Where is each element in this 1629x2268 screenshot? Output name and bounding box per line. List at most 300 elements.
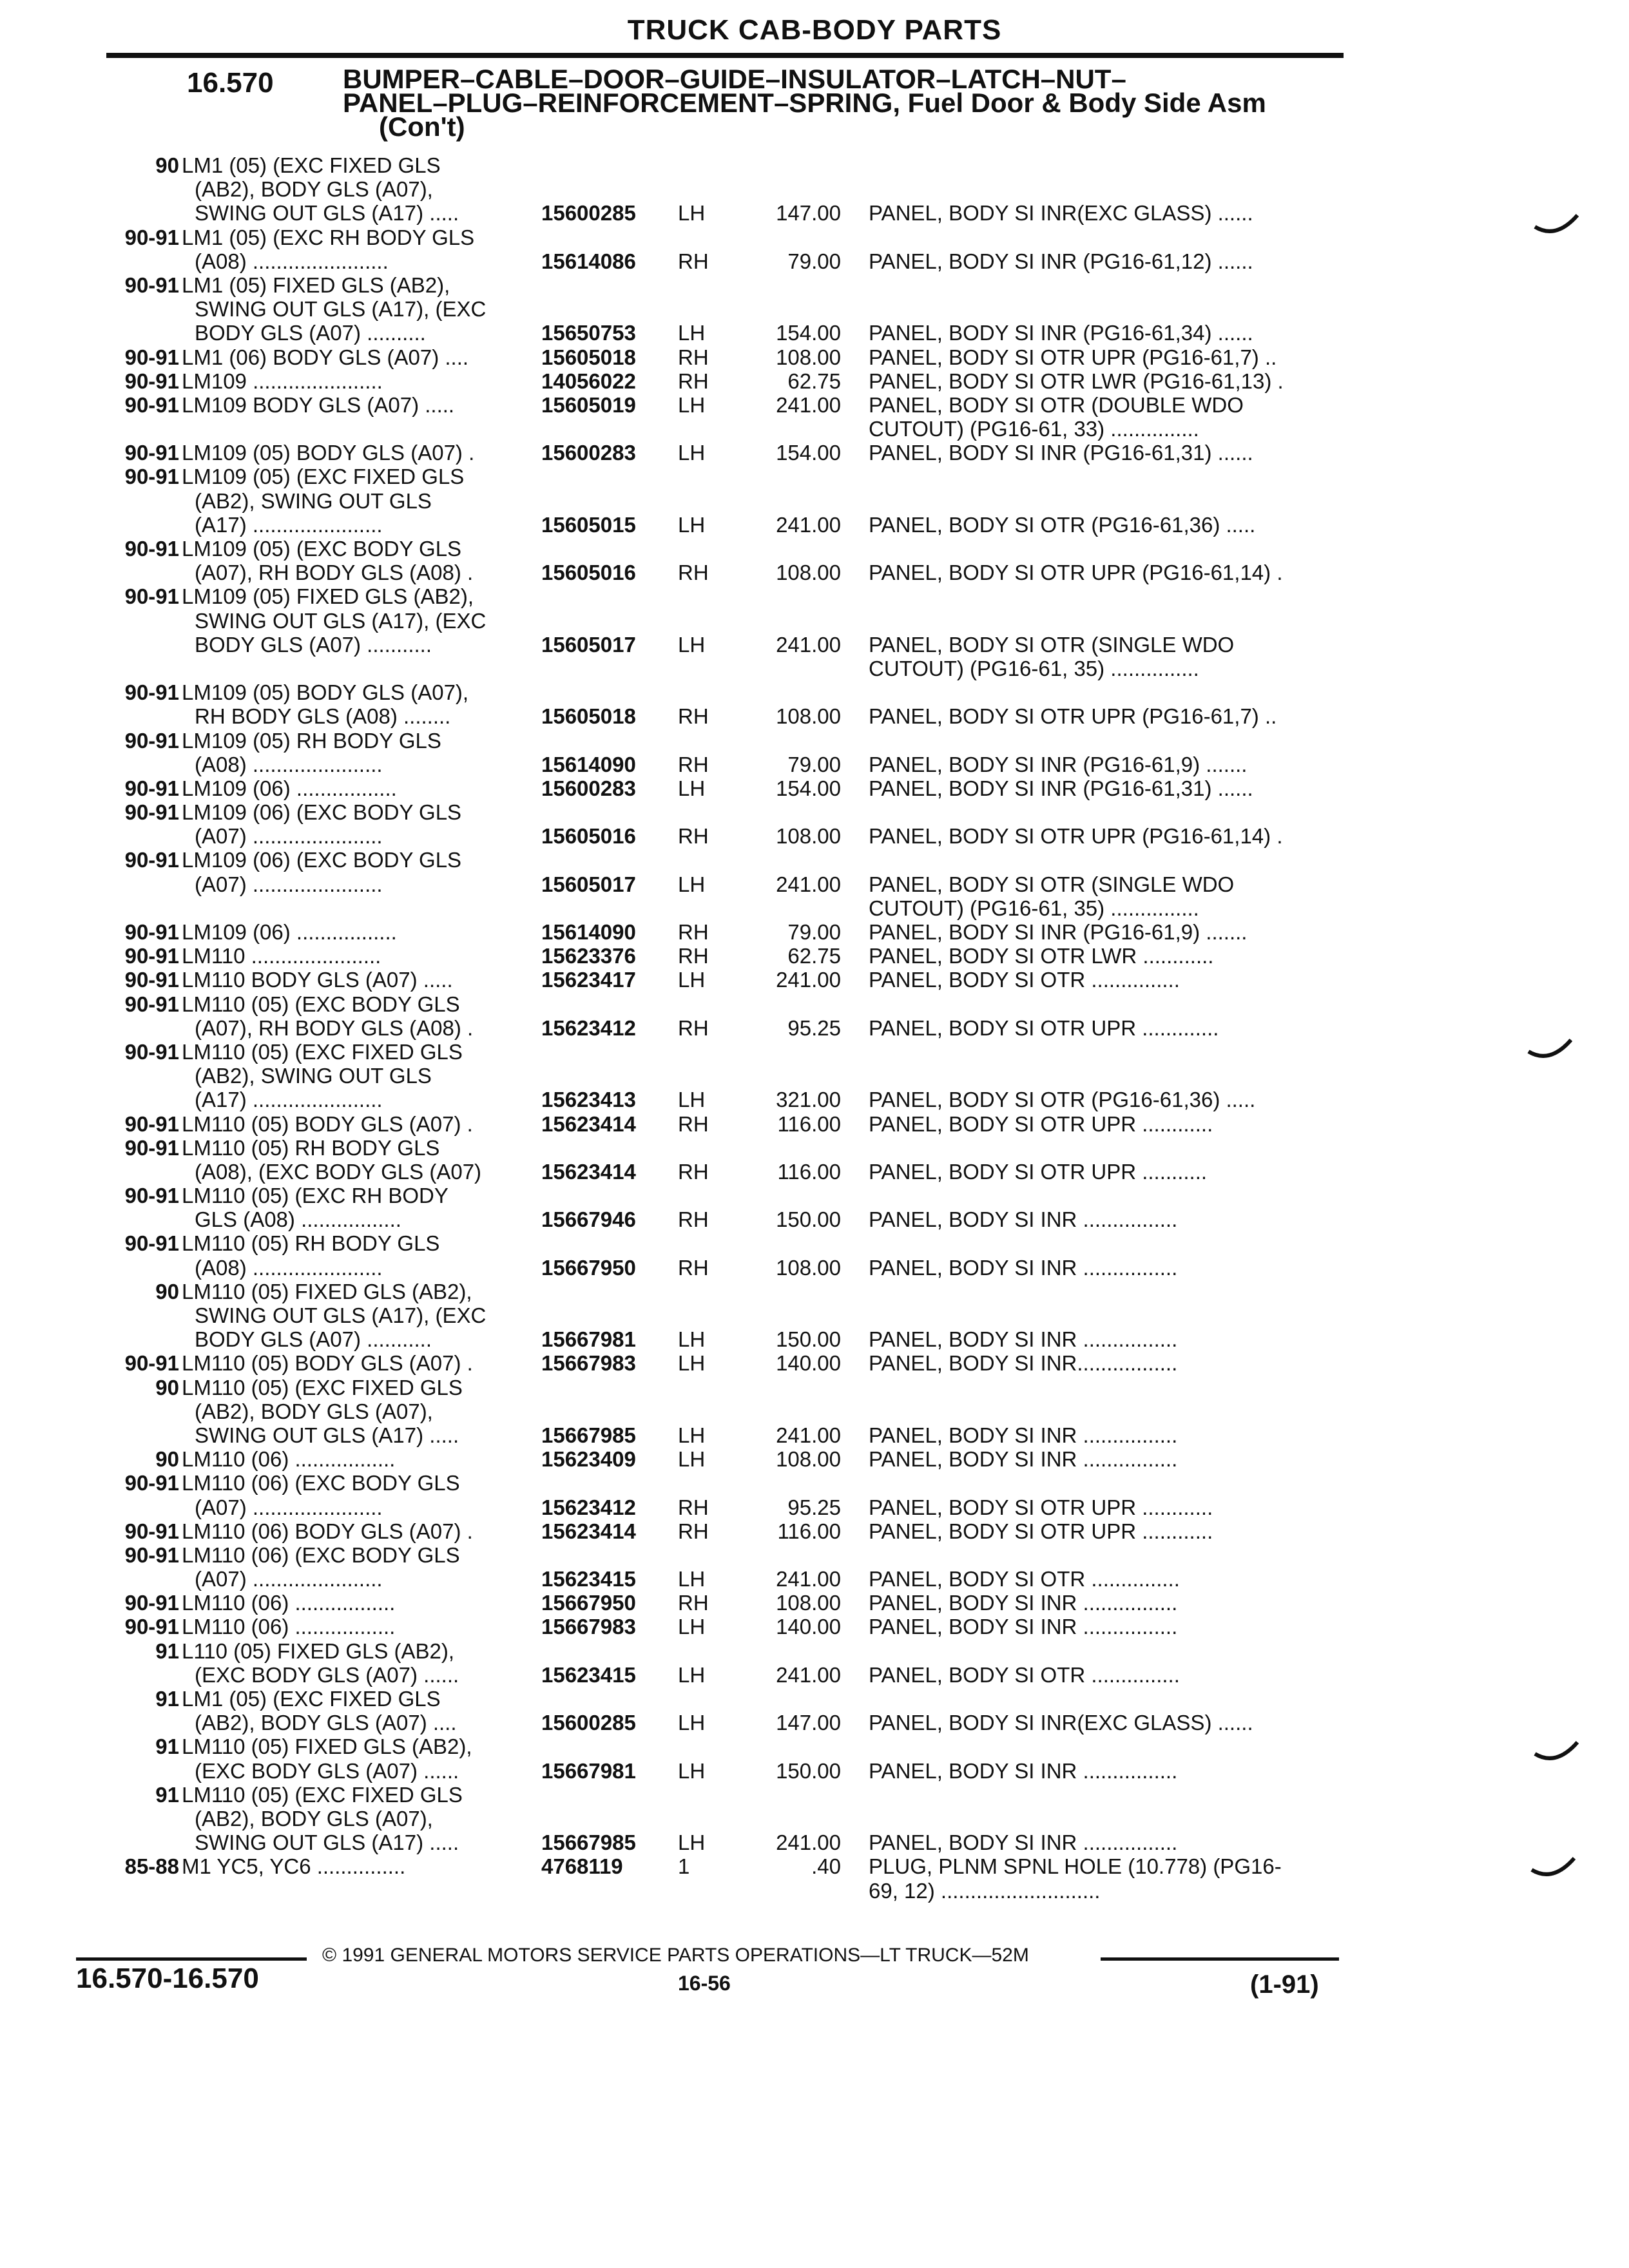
part-number: 15605016 — [541, 561, 636, 585]
parts-row — [0, 1711, 1629, 1735]
quantity-side: RH — [678, 1495, 709, 1519]
model-year: 90-91 — [124, 728, 179, 753]
usage-description: LM109 (05) BODY GLS (A07) . — [182, 441, 475, 465]
usage-description: (AB2), BODY GLS (A07), — [195, 1399, 433, 1423]
footer-revision-date: (1-91) — [1250, 1970, 1319, 1999]
parts-row — [0, 968, 1629, 992]
part-name: PANEL, BODY SI INR ................ — [869, 1758, 1178, 1783]
footer-page-number: 16-56 — [678, 1972, 731, 1995]
list-price: 95.25 — [787, 1015, 841, 1040]
list-price: 154.00 — [776, 321, 841, 345]
usage-description: LM109 (05) (EXC FIXED GLS — [182, 465, 465, 489]
list-price: 321.00 — [776, 1088, 841, 1112]
usage-description: (A17) ...................... — [195, 1088, 383, 1112]
model-year: 90-91 — [124, 1184, 179, 1208]
parts-row — [0, 345, 1629, 369]
model-year: 90-91 — [124, 392, 179, 417]
usage-description: LM109 BODY GLS (A07) ..... — [182, 392, 455, 417]
margin-mark — [1534, 213, 1579, 238]
part-name: PANEL, BODY SI INR ................ — [869, 1255, 1178, 1280]
model-year: 90-91 — [124, 680, 179, 705]
usage-description: (EXC BODY GLS (A07) ...... — [195, 1662, 459, 1687]
quantity-side: RH — [678, 345, 709, 369]
usage-description: LM1 (05) (EXC FIXED GLS — [182, 1687, 441, 1711]
usage-description: (A08) ....................... — [195, 249, 389, 273]
margin-mark — [1527, 1037, 1572, 1063]
part-name: PANEL, BODY SI INR (PG16-61,12) ...... — [869, 249, 1253, 273]
part-number: 15667985 — [541, 1831, 636, 1855]
part-name: PANEL, BODY SI OTR (SINGLE WDO — [869, 872, 1235, 896]
parts-row — [0, 872, 1629, 896]
list-price: 79.00 — [787, 920, 841, 944]
footer-copyright: © 1991 GENERAL MOTORS SERVICE PARTS OPERATIONS—LT TRUCK—52M — [322, 1945, 1029, 1966]
usage-description: (AB2), SWING OUT GLS — [195, 1064, 432, 1088]
parts-row — [0, 1759, 1629, 1783]
quantity-side: LH — [678, 776, 706, 800]
usage-description: LM1 (05) (EXC RH BODY GLS — [182, 225, 475, 249]
part-number: 15667950 — [541, 1591, 636, 1615]
margin-mark — [1530, 1856, 1576, 1881]
part-number: 15600283 — [541, 441, 636, 465]
part-name: PANEL, BODY SI OTR ............... — [869, 1567, 1180, 1591]
quantity-side: RH — [678, 1255, 709, 1280]
section-number: 16.570 — [187, 67, 274, 99]
parts-row — [0, 920, 1629, 944]
usage-description: LM110 (05) RH BODY GLS — [182, 1135, 440, 1160]
parts-row — [0, 321, 1629, 345]
part-number: 15623413 — [541, 1088, 636, 1112]
part-number: 15667985 — [541, 1423, 636, 1447]
parts-row — [0, 1543, 1629, 1567]
list-price: 140.00 — [776, 1615, 841, 1639]
parts-row — [0, 201, 1629, 225]
quantity-side: LH — [678, 512, 706, 537]
usage-description: (AB2), BODY GLS (A07) .... — [195, 1711, 457, 1735]
parts-row — [0, 1376, 1629, 1399]
quantity-side: RH — [678, 249, 709, 273]
parts-row — [0, 1591, 1629, 1615]
part-number: 15614086 — [541, 249, 636, 273]
parts-row — [0, 680, 1629, 704]
model-year: 90-91 — [124, 273, 179, 297]
parts-row — [0, 1423, 1629, 1447]
part-number: 15650753 — [541, 321, 636, 345]
quantity-side: LH — [678, 1662, 706, 1687]
parts-row — [0, 896, 1629, 920]
quantity-side: LH — [678, 201, 706, 226]
quantity-side: LH — [678, 1567, 706, 1591]
parts-list — [0, 153, 1629, 1903]
model-year: 90-91 — [124, 1231, 179, 1256]
model-year: 90-91 — [124, 345, 179, 369]
section-title-line-1: BUMPER–CABLE–DOOR–GUIDE–INSULATOR–LATCH–NUT– — [343, 64, 1126, 94]
part-number: 15623415 — [541, 1662, 636, 1687]
part-number: 14056022 — [541, 369, 636, 393]
part-name: CUTOUT) (PG16-61, 35) ............... — [869, 656, 1199, 680]
usage-description: LM110 (05) FIXED GLS (AB2), — [182, 1279, 472, 1303]
part-number: 15623409 — [541, 1447, 636, 1472]
list-price: 108.00 — [776, 345, 841, 369]
quantity-side: RH — [678, 1519, 709, 1543]
usage-description: LM110 ...................... — [182, 944, 381, 968]
usage-description: (A07), RH BODY GLS (A08) . — [195, 1015, 474, 1040]
parts-row — [0, 297, 1629, 321]
quantity-side: LH — [678, 1351, 706, 1376]
list-price: 108.00 — [776, 1447, 841, 1472]
model-year: 90-91 — [124, 537, 179, 561]
parts-row — [0, 177, 1629, 201]
model-year: 90-91 — [124, 1591, 179, 1615]
part-name: PANEL, BODY SI OTR LWR ............ — [869, 944, 1214, 968]
parts-row — [0, 489, 1629, 513]
part-number: 15623417 — [541, 968, 636, 992]
parts-row — [0, 633, 1629, 657]
usage-description: (A08) ...................... — [195, 1255, 383, 1280]
parts-row — [0, 537, 1629, 561]
list-price: 108.00 — [776, 1591, 841, 1615]
parts-row — [0, 1327, 1629, 1351]
usage-description: SWING OUT GLS (A17), (EXC — [195, 1303, 487, 1327]
list-price: 150.00 — [776, 1207, 841, 1232]
quantity-side: LH — [678, 1831, 706, 1855]
list-price: 108.00 — [776, 561, 841, 585]
parts-row — [0, 1567, 1629, 1591]
list-price: 62.75 — [787, 369, 841, 393]
usage-description: LM110 (06) ................. — [182, 1615, 396, 1639]
parts-row — [0, 1854, 1629, 1878]
usage-description: (AB2), BODY GLS (A07), — [195, 1806, 433, 1831]
footer-rule-right — [1101, 1957, 1339, 1961]
parts-row — [0, 1615, 1629, 1639]
parts-row — [0, 584, 1629, 608]
list-price: 116.00 — [777, 1111, 841, 1136]
quantity-side: RH — [678, 369, 709, 393]
quantity-side: LH — [678, 1088, 706, 1112]
parts-row — [0, 1040, 1629, 1064]
parts-row — [0, 704, 1629, 728]
part-number: 15605018 — [541, 345, 636, 369]
usage-description: LM109 (05) FIXED GLS (AB2), — [182, 584, 474, 609]
quantity-side: RH — [678, 1015, 709, 1040]
parts-row — [0, 1184, 1629, 1207]
part-name: PANEL, BODY SI INR(EXC GLASS) ...... — [869, 201, 1253, 226]
quantity-side: LH — [678, 321, 706, 345]
part-name: PANEL, BODY SI OTR ............... — [869, 968, 1180, 992]
part-number: 15623415 — [541, 1567, 636, 1591]
list-price: 150.00 — [776, 1327, 841, 1352]
list-price: 241.00 — [776, 968, 841, 992]
part-name: PANEL, BODY SI OTR UPR ............ — [869, 1111, 1213, 1136]
footer-rule-left — [76, 1957, 307, 1961]
model-year: 90-91 — [124, 441, 179, 465]
part-name: PANEL, BODY SI INR (PG16-61,9) ....... — [869, 752, 1248, 776]
parts-row — [0, 1303, 1629, 1327]
part-number: 15614090 — [541, 752, 636, 776]
usage-description: (AB2), SWING OUT GLS — [195, 488, 432, 513]
usage-description: SWING OUT GLS (A17), (EXC — [195, 297, 487, 322]
part-number: 15667981 — [541, 1758, 636, 1783]
parts-row — [0, 1399, 1629, 1423]
usage-description: LM110 (06) (EXC BODY GLS — [182, 1471, 460, 1495]
part-number: 15605018 — [541, 704, 636, 729]
quantity-side: LH — [678, 1423, 706, 1447]
usage-description: LM110 (06) ................. — [182, 1591, 396, 1615]
usage-description: LM109 (05) BODY GLS (A07), — [182, 680, 469, 705]
parts-row — [0, 1471, 1629, 1495]
usage-description: LM109 (06) ................. — [182, 776, 397, 800]
part-number: 15600285 — [541, 1711, 636, 1735]
quantity-side: RH — [678, 1591, 709, 1615]
usage-description: LM109 (05) RH BODY GLS — [182, 728, 441, 753]
quantity-side: 1 — [678, 1854, 690, 1879]
usage-description: GLS (A08) ................. — [195, 1207, 401, 1232]
part-name: PANEL, BODY SI INR ................ — [869, 1831, 1178, 1855]
quantity-side: RH — [678, 1159, 709, 1184]
part-number: 15623414 — [541, 1519, 636, 1543]
usage-description: (A17) ...................... — [195, 512, 383, 537]
quantity-side: LH — [678, 1615, 706, 1639]
usage-description: (A08), (EXC BODY GLS (A07) — [195, 1159, 482, 1184]
parts-row — [0, 1136, 1629, 1160]
part-name: PANEL, BODY SI OTR UPR (PG16-61,7) .. — [869, 704, 1277, 729]
usage-description: LM1 (05) (EXC FIXED GLS — [182, 153, 441, 177]
part-name: PANEL, BODY SI INR (PG16-61,34) ...... — [869, 321, 1253, 345]
part-number: 15600283 — [541, 776, 636, 800]
list-price: 241.00 — [776, 1423, 841, 1447]
part-name: PANEL, BODY SI INR ................ — [869, 1591, 1178, 1615]
usage-description: LM110 (05) RH BODY GLS — [182, 1231, 440, 1256]
model-year: 90-91 — [124, 584, 179, 609]
parts-row — [0, 753, 1629, 776]
model-year: 90-91 — [124, 776, 179, 800]
model-year: 85-88 — [124, 1854, 179, 1879]
usage-description: L110 (05) FIXED GLS (AB2), — [182, 1639, 455, 1663]
parts-row — [0, 226, 1629, 249]
model-year: 90-91 — [124, 1351, 179, 1376]
parts-row — [0, 1447, 1629, 1471]
list-price: 108.00 — [776, 1255, 841, 1280]
part-number: 15623414 — [541, 1111, 636, 1136]
part-name: PANEL, BODY SI INR ................ — [869, 1615, 1178, 1639]
parts-row — [0, 1351, 1629, 1375]
part-name: PANEL, BODY SI OTR UPR (PG16-61,14) . — [869, 561, 1283, 585]
usage-description: LM110 (05) (EXC FIXED GLS — [182, 1039, 463, 1064]
part-name: PANEL, BODY SI INR ................ — [869, 1423, 1178, 1447]
list-price: 154.00 — [776, 441, 841, 465]
quantity-side: RH — [678, 1207, 709, 1232]
quantity-side: LH — [678, 1447, 706, 1472]
list-price: .40 — [811, 1854, 841, 1879]
parts-row — [0, 369, 1629, 393]
part-number: 15667981 — [541, 1327, 636, 1352]
part-name: PANEL, BODY SI INR ................ — [869, 1447, 1178, 1472]
parts-row — [0, 1112, 1629, 1136]
usage-description: RH BODY GLS (A08) ........ — [195, 704, 451, 729]
parts-row — [0, 417, 1629, 441]
list-price: 147.00 — [776, 201, 841, 226]
part-number: 15623412 — [541, 1015, 636, 1040]
usage-description: LM110 (05) FIXED GLS (AB2), — [182, 1735, 472, 1759]
part-number: 15605019 — [541, 392, 636, 417]
page-header-title: TRUCK CAB-BODY PARTS — [627, 14, 1002, 46]
list-price: 241.00 — [776, 1662, 841, 1687]
list-price: 79.00 — [787, 249, 841, 273]
quantity-side: RH — [678, 752, 709, 776]
parts-row — [0, 1064, 1629, 1088]
part-name: PLUG, PLNM SPNL HOLE (10.778) (PG16- — [869, 1854, 1282, 1879]
model-year: 90-91 — [124, 1111, 179, 1136]
usage-description: (A07), RH BODY GLS (A08) . — [195, 561, 474, 585]
part-number: 15605017 — [541, 632, 636, 657]
part-number: 15667950 — [541, 1255, 636, 1280]
part-name: PANEL, BODY SI OTR UPR ............ — [869, 1495, 1213, 1519]
part-name: PANEL, BODY SI INR................. — [869, 1351, 1178, 1376]
usage-description: LM110 (05) (EXC FIXED GLS — [182, 1782, 463, 1807]
usage-description: (A08) ...................... — [195, 752, 383, 776]
usage-description: LM109 (06) ................. — [182, 920, 397, 944]
part-name: PANEL, BODY SI INR (PG16-61,9) ....... — [869, 920, 1248, 944]
parts-row — [0, 153, 1629, 177]
list-price: 62.75 — [787, 944, 841, 968]
usage-description: BODY GLS (A07) ........... — [195, 632, 432, 657]
quantity-side: LH — [678, 441, 706, 465]
parts-row — [0, 1831, 1629, 1854]
part-number: 15614090 — [541, 920, 636, 944]
usage-description: LM110 (06) (EXC BODY GLS — [182, 1542, 460, 1567]
part-number: 15605015 — [541, 512, 636, 537]
list-price: 241.00 — [776, 632, 841, 657]
parts-row — [0, 249, 1629, 273]
parts-row — [0, 1639, 1629, 1663]
parts-row — [0, 1231, 1629, 1255]
usage-description: (A07) ...................... — [195, 1495, 383, 1519]
parts-row — [0, 1280, 1629, 1303]
usage-description: LM110 (05) BODY GLS (A07) . — [182, 1111, 473, 1136]
parts-row — [0, 824, 1629, 848]
usage-description: LM110 (05) BODY GLS (A07) . — [182, 1351, 473, 1376]
parts-row — [0, 1807, 1629, 1831]
part-name: PANEL, BODY SI OTR (PG16-61,36) ..... — [869, 1088, 1256, 1112]
list-price: 241.00 — [776, 512, 841, 537]
usage-description: (AB2), BODY GLS (A07), — [195, 177, 433, 202]
part-name: PANEL, BODY SI INR (PG16-61,31) ...... — [869, 441, 1253, 465]
model-year: 90-91 — [124, 848, 179, 872]
quantity-side: LH — [678, 1758, 706, 1783]
part-number: 15600285 — [541, 201, 636, 226]
parts-row — [0, 1160, 1629, 1184]
parts-row — [0, 729, 1629, 753]
part-number: 15605016 — [541, 824, 636, 849]
part-name: PANEL, BODY SI INR(EXC GLASS) ...... — [869, 1711, 1253, 1735]
part-name: PANEL, BODY SI OTR UPR (PG16-61,14) . — [869, 824, 1283, 849]
part-name: PANEL, BODY SI INR ................ — [869, 1327, 1178, 1352]
part-number: 15605017 — [541, 872, 636, 896]
list-price: 241.00 — [776, 392, 841, 417]
parts-row — [0, 1088, 1629, 1111]
margin-mark — [1534, 1740, 1579, 1765]
usage-description: (EXC BODY GLS (A07) ...... — [195, 1758, 459, 1783]
usage-description: LM109 (06) (EXC BODY GLS — [182, 800, 462, 825]
part-number: 15667946 — [541, 1207, 636, 1232]
model-year: 90-91 — [124, 968, 179, 992]
list-price: 147.00 — [776, 1711, 841, 1735]
list-price: 241.00 — [776, 1831, 841, 1855]
part-name: PANEL, BODY SI INR (PG16-61,31) ...... — [869, 776, 1253, 800]
part-number: 4768119 — [541, 1854, 623, 1879]
part-name: CUTOUT) (PG16-61, 35) ............... — [869, 896, 1199, 920]
model-year: 90-91 — [124, 1471, 179, 1495]
parts-row — [0, 944, 1629, 968]
list-price: 108.00 — [776, 704, 841, 729]
usage-description: (A07) ...................... — [195, 824, 383, 849]
usage-description: (A07) ...................... — [195, 1567, 383, 1591]
parts-row — [0, 465, 1629, 488]
part-number: 15623376 — [541, 944, 636, 968]
model-year: 90-91 — [124, 369, 179, 393]
section-title-line-2: PANEL–PLUG–REINFORCEMENT–SPRING, Fuel Door & Body Side Asm — [343, 88, 1266, 118]
part-number: 15623414 — [541, 1159, 636, 1184]
list-price: 116.00 — [777, 1159, 841, 1184]
model-year: 91 — [155, 1639, 179, 1663]
part-name: PANEL, BODY SI OTR UPR (PG16-61,7) .. — [869, 345, 1277, 369]
quantity-side: RH — [678, 561, 709, 585]
usage-description: LM110 (05) (EXC FIXED GLS — [182, 1375, 463, 1399]
parts-row — [0, 441, 1629, 465]
quantity-side: LH — [678, 392, 706, 417]
quantity-side: LH — [678, 1711, 706, 1735]
parts-row — [0, 1783, 1629, 1807]
part-name: PANEL, BODY SI OTR (DOUBLE WDO — [869, 392, 1244, 417]
usage-description: LM109 (05) (EXC BODY GLS — [182, 537, 462, 561]
parts-row — [0, 657, 1629, 680]
part-name: PANEL, BODY SI OTR UPR ............. — [869, 1015, 1219, 1040]
usage-description: LM110 BODY GLS (A07) ..... — [182, 968, 453, 992]
quantity-side: RH — [678, 824, 709, 849]
quantity-side: RH — [678, 704, 709, 729]
model-year: 90-91 — [124, 944, 179, 968]
list-price: 241.00 — [776, 872, 841, 896]
footer-section-range: 16.570-16.570 — [76, 1963, 259, 1994]
parts-row — [0, 393, 1629, 417]
part-name: PANEL, BODY SI OTR UPR ............ — [869, 1519, 1213, 1543]
model-year: 90 — [155, 1375, 179, 1399]
usage-description: (A07) ...................... — [195, 872, 383, 896]
usage-description: LM110 (05) (EXC RH BODY — [182, 1184, 448, 1208]
parts-row — [0, 776, 1629, 800]
parts-row — [0, 513, 1629, 537]
model-year: 90-91 — [124, 992, 179, 1016]
list-price: 108.00 — [776, 824, 841, 849]
model-year: 91 — [155, 1782, 179, 1807]
parts-row — [0, 1207, 1629, 1231]
parts-row — [0, 1256, 1629, 1280]
part-name: PANEL, BODY SI OTR LWR (PG16-61,13) . — [869, 369, 1284, 393]
section-title — [343, 64, 1348, 142]
parts-row — [0, 1687, 1629, 1711]
usage-description: LM109 ...................... — [182, 369, 383, 393]
list-price: 95.25 — [787, 1495, 841, 1519]
parts-row — [0, 561, 1629, 584]
model-year: 90-91 — [124, 465, 179, 489]
model-year: 90-91 — [124, 1135, 179, 1160]
usage-description: SWING OUT GLS (A17), (EXC — [195, 608, 487, 633]
model-year: 90-91 — [124, 1542, 179, 1567]
model-year: 90 — [155, 1447, 179, 1472]
part-name: CUTOUT) (PG16-61, 33) ............... — [869, 417, 1199, 441]
section-title-line-3: (Con't) — [379, 111, 465, 142]
parts-row — [0, 1663, 1629, 1687]
list-price: 241.00 — [776, 1567, 841, 1591]
